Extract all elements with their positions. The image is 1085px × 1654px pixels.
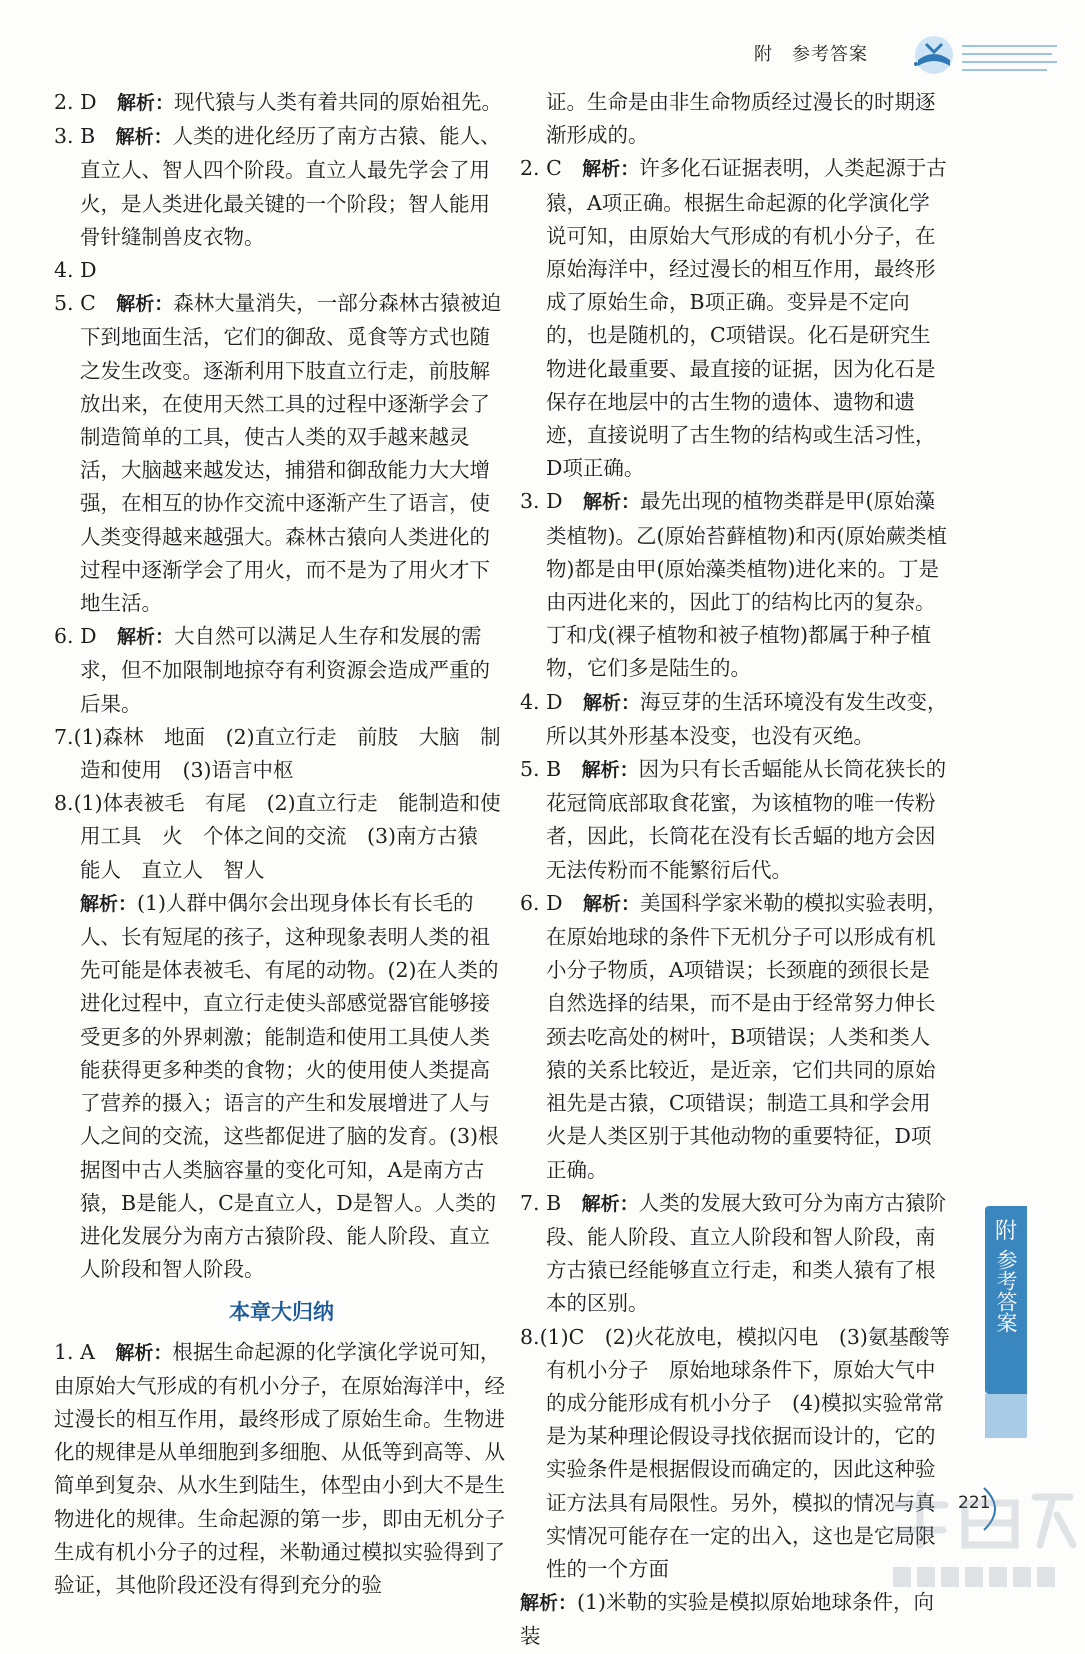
analysis-label: 解析： [117, 92, 175, 114]
answer-number: 3. B [54, 124, 96, 149]
answer-text: 许多化石证据表明，人类起源于古猿，A项正确。根据生命起源的化学演化学说可知，由原始大气形成的有机小分子，在原始海洋中，经过漫长的相互作用，最终形成了原始生命，B项正确。变异是不定向的，也是随机的，C项错误。化石是研究生物进化最重要、最直接的证据，因为化石是保存在地层中的古生物的遗体、遗物和遗迹，直接说明了古生物的结构或生活习性，D项正确。 [546, 156, 947, 481]
analysis-label: 解析： [117, 626, 175, 649]
left-column [54, 86, 509, 1602]
answer-item [54, 620, 509, 721]
answer-item [54, 287, 509, 620]
answer-number: 8. [54, 791, 74, 816]
analysis-label: 解析： [582, 158, 640, 181]
answer-text: 人类的进化经历了南方古猿、能人、直立人、智人四个阶段。直立人最先学会了用火，是人类进化最关键的一个阶段；智人能用骨针缝制兽皮衣物。 [80, 124, 501, 249]
analysis-label: 解析： [115, 1341, 173, 1364]
answer-item [520, 485, 950, 685]
answer-number: 3. D [520, 489, 563, 514]
answer-item [54, 787, 509, 887]
answer-number: 6. D [54, 624, 97, 649]
answer-number: 4. D [54, 258, 97, 283]
answer-number: 1. A [54, 1339, 95, 1364]
answer-text: 人类的发展大致可分为南方古猿阶段、能人阶段、直立人阶段和智人阶段，南方古猿已经能够直立行走，和类人猿有了根本的区别。 [546, 1190, 947, 1316]
answer-number: 7. [54, 724, 74, 749]
analysis-text: 根据生命起源的化学演化学说可知，由原始大气形成的有机小分子，在原始海洋中，经过漫长的相互作用，最终形成了原始生命。生物进化的规律是从单细胞到多细胞、从低等到高等、从简单到复杂、从水生到陆生，体型由小到大不是生物进化的规律。生命起源的第一步，即由无机分子生成有机小分子的过程，米勒通过模拟实验得到了验证，其他阶段还没有得到充分的验 [54, 1339, 505, 1597]
page-header [740, 34, 1060, 78]
answer-text: 最先出现的植物类群是甲(原始藻类植物)。乙(原始苔藓植物)和丙(原始蕨类植物)都是由甲(原始藻类植物)进化来的。丁是由丙进化来的，因此丁的结构比丙的复杂。丁和戊(裸子植物和被子植物)都属于种子植物，它们多是陆生的。 [546, 489, 947, 681]
answer-text: 因为只有长舌蝠能从长筒花狭长的花冠筒底部取食花蜜，为该植物的唯一传粉者，因此，长筒花在没有长舌蝠的地方会因无法传粉而不能繁衍后代。 [546, 757, 947, 882]
answer-number: 8. [520, 1324, 540, 1349]
answer-number: 5. B [520, 757, 562, 782]
book-logo-icon [912, 34, 956, 76]
answer-number: 4. D [520, 689, 563, 714]
answer-text: 现代猿与人类有着共同的原始祖先。 [174, 90, 503, 114]
answer-text: (1)C (2)火花放电，模拟闪电 (3)氨基酸等有机小分子 原始地球条件下，原始大气中的成分能形成有机小分子 (4)模拟实验常常是为某种理论假设寻找依据而设计的，它的实验条件是根据假设而确定的，因此这种验证方法具有局限性。另外，模拟的情况与真实情况可能存在一定的出入，这也是它局限性的一个方面 [539, 1324, 950, 1581]
appendix-side-tab [985, 1206, 1027, 1394]
analysis-label: 解析： [116, 293, 174, 316]
answer-text: 大自然可以满足人生存和发展的需求，但不加限制地掠夺有利资源会造成严重的后果。 [80, 624, 490, 716]
watermark-logo [875, 1475, 1080, 1597]
analysis-label: 解析： [115, 126, 173, 149]
right-column [520, 86, 950, 1654]
analysis-label: 解析： [520, 1592, 578, 1615]
analysis-text: (1)米勒的实验是模拟原始地球条件，向装 [520, 1590, 935, 1649]
answer-item [520, 1187, 950, 1321]
answer-item [520, 887, 950, 1187]
answer-number: 6. D [520, 890, 563, 915]
header-title: 附 参考答案 [754, 44, 868, 65]
analysis-label: 解析： [583, 892, 641, 915]
analysis-label: 解析： [581, 759, 639, 782]
answer-number: 2. C [520, 156, 562, 181]
answer-item [54, 721, 509, 787]
analysis-text: (1)人群中偶尔会出现身体长有长毛的人、长有短尾的孩子，这种现象表明人类的祖先可能是体表被毛、有尾的动物。(2)在人类的进化过程中，直立行走使头部感觉器官能够接受更多的外界刺激；能制造和使用工具使人类能获得更多种类的食物；火的使用使人类提高了营养的摄入；语言的产生和发展增进了人与人之间的交流，这些都促进了脑的发育。(3)根据图中古人类脑容量的变化可知，A是南方古猿，B是能人，C是直立人，D是智人。人类的进化发展分为南方古猿阶段、能人阶段、直立人阶段和智人阶段。 [80, 890, 499, 1282]
header-decoration [962, 40, 1062, 74]
analysis-label: 解析： [80, 892, 138, 915]
answer-number: 5. C [54, 291, 96, 316]
analysis-label: 解析： [583, 691, 641, 714]
continued-text: 证。生命是由非生命物质经过漫长的时期逐渐形成的。 [546, 90, 936, 148]
analysis-label: 解析： [581, 1192, 639, 1215]
answer-item [520, 753, 950, 887]
q8-analysis [54, 887, 509, 1286]
page-number: 221 [958, 1493, 991, 1513]
answer-item [54, 254, 509, 287]
analysis-label: 解析： [583, 491, 641, 514]
side-tab-strip [985, 1394, 1027, 1438]
answer-text: 海豆芽的生活环境没有发生改变，所以其外形基本没变，也没有灭绝。 [546, 689, 948, 748]
answer-item [520, 152, 950, 485]
answer-text: (1)体表被毛 有尾 (2)直立行走 能制造和使用工具 火 个体之间的交流 (3)南方古猿 能人 直立人 智人 [73, 791, 501, 882]
answer-text: (1)森林 地面 (2)直立行走 前肢 大脑 制造和使用 (3)语言中枢 [73, 724, 501, 783]
section-title: 本章大归纳 [229, 1300, 334, 1325]
answer-item [54, 86, 509, 120]
answer-number: 7. B [520, 1190, 562, 1215]
answer-text: 美国科学家米勒的模拟实验表明，在原始地球的条件下无机分子可以形成有机小分子物质，A项错误；长颈鹿的颈很长是自然选择的结果，而不是由于经常努力伸长颈去吃高处的树叶，B项错误；人类和类人猿的关系比较近，是近亲，它们共同的原始祖先是古猿，C项错误；制造工具和学会用火是人类区别于其他动物的重要特征，D项正确。 [546, 890, 948, 1182]
answer-item [54, 1336, 509, 1603]
answer-text: 森林大量消失，一部分森林古猿被迫下到地面生活，它们的御敌、觅食等方式也随之发生改变。逐渐利用下肢直立行走，前肢解放出来，在使用天然工具的过程中逐渐学会了制造简单的工具，使古人类的双手越来越灵活，大脑越来越发达，捕猎和御敌能力大大增强，在相互的协作交流中逐渐产生了语言，使人类变得越来越强大。森林古猿向人类进化的过程中逐渐学会了用火，而不是为了用火才下地生活。 [80, 291, 502, 616]
side-tab-text: 参考答案 [994, 1249, 1018, 1333]
answer-item [54, 120, 509, 254]
answer-item [520, 686, 950, 753]
answer-number: 2. D [54, 90, 97, 114]
side-tab-char: 附 [994, 1219, 1017, 1244]
